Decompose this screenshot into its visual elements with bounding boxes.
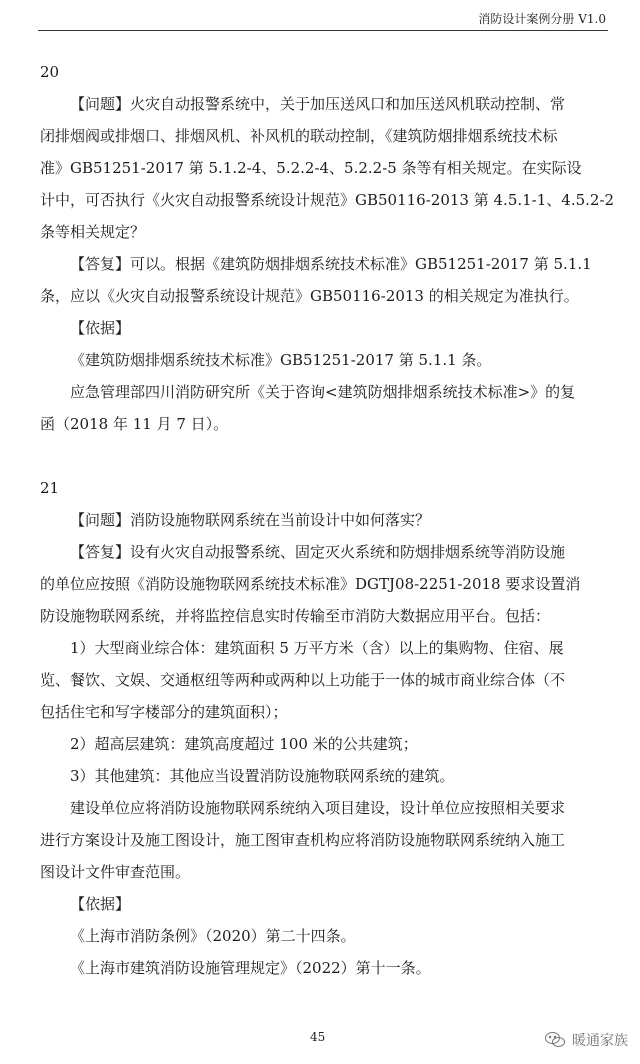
watermark-text: 暖通家族 [572,1033,628,1049]
answer-line: 【答复】可以。根据《建筑防烟排烟系统技术标准》GB51251-2017 第 5.1.1 [70,255,592,273]
page-header [0,0,640,34]
list-item: 览、餐饮、文娱、交通枢纽等两种或两种以上功能于一体的城市商业综合体（不 [40,671,566,689]
list-item: 3）其他建筑：其他应当设置消防设施物联网系统的建筑。 [70,767,455,785]
question-line: 【问题】火灾自动报警系统中，关于加压送风口和加压送风机联动控制、常 [70,95,566,113]
basis-line: 《上海市建筑消防设施管理规定》（2022）第十一条。 [70,959,431,977]
list-item: 1）大型商业综合体：建筑面积 5 万平方米（含）以上的集购物、住宿、展 [70,639,564,657]
answer-line: 的单位应按照《消防设施物联网系统技术标准》DGTJ08-2251-2018 要求设置消 [40,575,581,593]
question-line: 条等相关规定？ [40,223,146,241]
answer-line: 进行方案设计及施工图设计，施工图审查机构应将消防设施物联网系统纳入施工 [40,831,566,849]
basis-line: 《建筑防烟排烟系统技术标准》GB51251-2017 第 5.1.1 条。 [70,351,492,369]
basis-line: 《上海市消防条例》（2020）第二十四条。 [70,927,356,945]
question-line: 计中，可否执行《火灾自动报警系统设计规范》GB50116-2013 第 4.5.1-1、4.5.2-2 [40,191,615,209]
list-item: 2）超高层建筑：建筑高度超过 100 米的公共建筑； [70,735,418,753]
basis-line: 函（2018 年 11 月 7 日）。 [40,415,229,433]
question-line: 准》GB51251-2017 第 5.1.2-4、5.2.2-4、5.2.2-5 条等有相关规定。在实际设 [40,159,582,177]
answer-line: 建设单位应将消防设施物联网系统纳入项目建设，设计单位应按照相关要求 [70,799,566,817]
answer-line: 防设施物联网系统，并将监控信息实时传输至市消防大数据应用平台。包括： [40,607,551,625]
watermark [544,1028,628,1052]
document-title: 消防设计案例分册 V1.0 [478,12,606,26]
section-number: 21 [40,479,60,497]
answer-line: 条，应以《火灾自动报警系统设计规范》GB50116-2013 的相关规定为准执行。 [40,287,579,305]
basis-line: 应急管理部四川消防研究所《关于咨询<建筑防烟排烟系统技术标准>》的复 [70,383,576,401]
answer-line: 【答复】设有火灾自动报警系统、固定灭火系统和防烟排烟系统等消防设施 [70,543,566,561]
header-divider [38,30,608,31]
wechat-icon [544,1031,566,1049]
list-item: 包括住宅和写字楼部分的建筑面积）； [40,703,288,721]
question-line: 闭排烟阀或排烟口、排烟风机、补风机的联动控制，《建筑防烟排烟系统技术标 [40,127,558,145]
page-number: 45 [310,1030,326,1044]
section-number: 20 [40,63,60,81]
question-line: 【问题】消防设施物联网系统在当前设计中如何落实？ [70,511,431,529]
basis-heading: 【依据】 [70,895,131,913]
basis-heading: 【依据】 [70,319,131,337]
answer-line: 图设计文件审查范围。 [40,863,191,881]
